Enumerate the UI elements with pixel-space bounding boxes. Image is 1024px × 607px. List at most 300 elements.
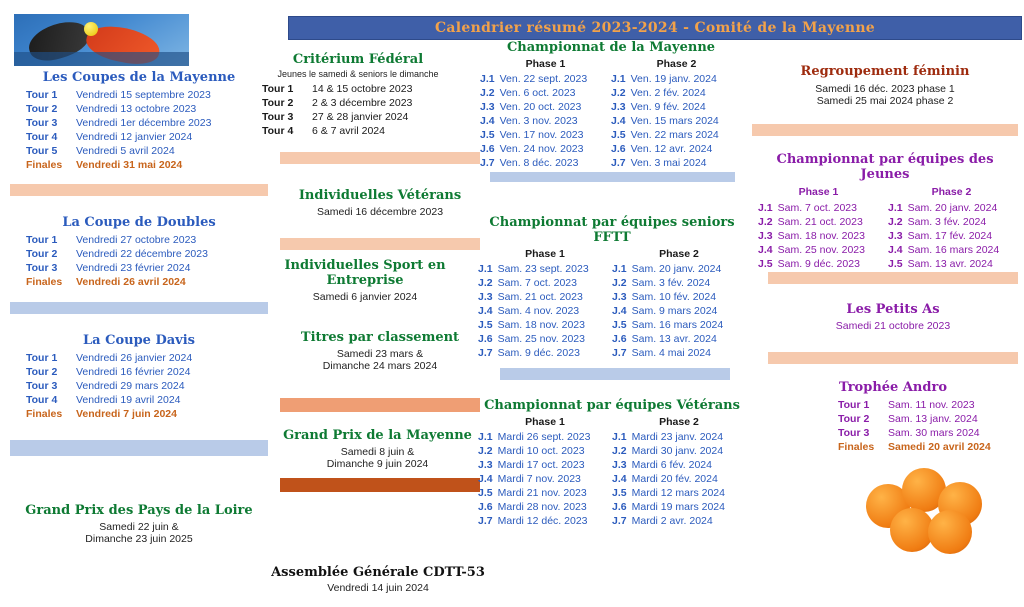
row-value: Sam. 4 nov. 2023 bbox=[497, 305, 580, 317]
row-value: Sam. 7 oct. 2023 bbox=[777, 202, 857, 214]
coupes-rows bbox=[10, 88, 268, 172]
row-label: J.1 bbox=[478, 263, 493, 275]
list-item bbox=[612, 458, 746, 472]
entreprise-date: Samedi 6 janvier 2024 bbox=[312, 291, 418, 303]
phase2-list bbox=[612, 262, 746, 360]
row-label: Finales bbox=[26, 159, 63, 171]
row-label: Tour 4 bbox=[26, 394, 58, 406]
row-label: J.4 bbox=[612, 305, 627, 317]
row-value: Sam. 21 oct. 2023 bbox=[497, 291, 583, 303]
row-label: Tour 5 bbox=[26, 145, 58, 157]
row-value: 27 & 28 janvier 2024 bbox=[312, 111, 409, 123]
row-value: Sam. 25 nov. 2023 bbox=[497, 333, 585, 345]
row-label: J.5 bbox=[612, 319, 627, 331]
row-label: J.2 bbox=[480, 87, 495, 99]
row-value: Ven. 22 sept. 2023 bbox=[499, 73, 588, 85]
ag-title: Assemblée Générale CDTT-53 bbox=[271, 565, 485, 580]
list-item bbox=[758, 215, 888, 229]
row-label: Tour 1 bbox=[838, 399, 870, 411]
row-value: Vendredi 7 juin 2024 bbox=[76, 408, 177, 420]
row-label: J.3 bbox=[611, 101, 626, 113]
row-label: J.2 bbox=[612, 445, 627, 457]
row-value: Sam. 13 avr. 2024 bbox=[907, 258, 993, 270]
list-item bbox=[888, 257, 1018, 271]
list-item bbox=[10, 102, 268, 116]
table-tennis-photo bbox=[14, 14, 189, 66]
list-item bbox=[612, 290, 746, 304]
section-championnat-jeunes bbox=[752, 152, 1018, 271]
section-petits-as bbox=[768, 302, 1018, 332]
row-label: J.3 bbox=[612, 459, 627, 471]
row-label: J.7 bbox=[478, 515, 493, 527]
phase2-header: Phase 2 bbox=[931, 186, 972, 198]
phase1-list bbox=[478, 430, 612, 528]
row-value: Mardi 23 janv. 2024 bbox=[631, 431, 724, 443]
list-item bbox=[262, 124, 468, 138]
regroupement-line2: Samedi 25 mai 2024 phase 2 bbox=[816, 95, 954, 107]
gp-pdl-line2: Dimanche 23 juin 2025 bbox=[85, 533, 193, 545]
list-item bbox=[478, 472, 612, 486]
row-label: J.2 bbox=[478, 277, 493, 289]
petits-as-title: Les Petits As bbox=[846, 302, 940, 317]
row-value: Vendredi 23 février 2024 bbox=[76, 262, 191, 274]
section-gp-mayenne bbox=[265, 428, 490, 470]
list-item bbox=[10, 247, 268, 261]
row-label: J.7 bbox=[480, 157, 495, 169]
row-value: Mardi 2 avr. 2024 bbox=[631, 515, 713, 527]
list-item bbox=[478, 304, 612, 318]
list-item bbox=[10, 379, 268, 393]
list-item bbox=[758, 229, 888, 243]
section-criterium-federal bbox=[248, 52, 468, 138]
row-label: J.2 bbox=[612, 277, 627, 289]
divider-blue bbox=[10, 302, 268, 314]
list-item bbox=[611, 128, 742, 142]
list-item bbox=[612, 500, 746, 514]
row-value: Mardi 19 mars 2024 bbox=[631, 501, 725, 513]
row-value: Sam. 7 oct. 2023 bbox=[497, 277, 577, 289]
row-value: Vendredi 16 février 2024 bbox=[76, 366, 191, 378]
champ-mayenne-title: Championnat de la Mayenne bbox=[506, 40, 716, 55]
list-item bbox=[611, 86, 742, 100]
section-trophee-andro bbox=[768, 380, 1018, 454]
row-label: J.3 bbox=[758, 230, 773, 242]
list-item bbox=[612, 472, 746, 486]
row-label: J.3 bbox=[612, 291, 627, 303]
row-label: J.5 bbox=[888, 258, 903, 270]
phase2-header: Phase 2 bbox=[656, 58, 697, 70]
row-value: Ven. 17 nov. 2023 bbox=[499, 129, 584, 141]
list-item bbox=[480, 86, 611, 100]
list-item bbox=[480, 156, 611, 170]
veterans-title: Individuelles Vétérans bbox=[298, 188, 462, 203]
divider-blue-2 bbox=[10, 440, 268, 456]
row-label: Finales bbox=[26, 276, 63, 288]
section-championnat-veterans bbox=[478, 398, 746, 528]
row-label: J.7 bbox=[611, 157, 626, 169]
row-label: J.4 bbox=[612, 473, 627, 485]
list-item bbox=[10, 144, 268, 158]
list-item bbox=[10, 393, 268, 407]
regroupement-line1: Samedi 16 déc. 2023 phase 1 bbox=[815, 83, 955, 95]
section-titres-classement bbox=[280, 330, 480, 372]
row-label: J.3 bbox=[888, 230, 903, 242]
coupes-title: Les Coupes de la Mayenne bbox=[42, 70, 236, 85]
gp-pdl-line1: Samedi 22 juin & bbox=[99, 521, 179, 533]
list-item bbox=[478, 514, 612, 528]
divider-peach-mid-2 bbox=[280, 238, 480, 250]
row-label: Tour 2 bbox=[262, 97, 294, 109]
row-label: J.1 bbox=[478, 431, 493, 443]
divider-blue-rm bbox=[490, 172, 735, 182]
row-value: Sam. 18 nov. 2023 bbox=[777, 230, 865, 242]
row-value: Vendredi 26 avril 2024 bbox=[76, 276, 186, 288]
row-label: Tour 3 bbox=[26, 117, 58, 129]
row-label: J.2 bbox=[478, 445, 493, 457]
list-item bbox=[10, 275, 268, 289]
row-value: Sam. 21 oct. 2023 bbox=[777, 216, 863, 228]
section-individuelles-veterans bbox=[280, 188, 480, 218]
row-label: J.1 bbox=[480, 73, 495, 85]
row-value: Sam. 20 janv. 2024 bbox=[631, 263, 722, 275]
list-item bbox=[262, 96, 468, 110]
row-value: Ven. 3 nov. 2023 bbox=[499, 115, 578, 127]
list-item bbox=[10, 158, 268, 172]
row-value: Ven. 3 mai 2024 bbox=[630, 157, 707, 169]
section-sport-entreprise bbox=[250, 258, 480, 303]
divider-darkorange-mid bbox=[280, 478, 480, 492]
row-label: J.4 bbox=[478, 305, 493, 317]
list-item bbox=[838, 412, 1018, 426]
titres-line2: Dimanche 24 mars 2024 bbox=[322, 360, 438, 372]
row-value: Sam. 30 mars 2024 bbox=[888, 427, 980, 439]
champ-veterans-title: Championnat par équipes Vétérans bbox=[484, 398, 740, 413]
row-value: Vendredi 29 mars 2024 bbox=[76, 380, 185, 392]
row-value: Mardi 20 fév. 2024 bbox=[631, 473, 718, 485]
list-item bbox=[478, 458, 612, 472]
list-item bbox=[478, 486, 612, 500]
row-label: Tour 2 bbox=[26, 248, 58, 260]
phase2-list bbox=[611, 72, 742, 170]
row-label: Tour 2 bbox=[838, 413, 870, 425]
row-value: Sam. 3 fév. 2024 bbox=[631, 277, 711, 289]
row-value: Ven. 9 fév. 2024 bbox=[630, 101, 706, 113]
list-item bbox=[10, 233, 268, 247]
row-label: J.3 bbox=[478, 291, 493, 303]
row-label: J.5 bbox=[478, 487, 493, 499]
row-label: J.7 bbox=[612, 347, 627, 359]
jeunes-title: Championnat par équipes des Jeunes bbox=[776, 152, 994, 182]
phase2-header: Phase 2 bbox=[659, 248, 699, 260]
list-item bbox=[612, 514, 746, 528]
divider-peach-mid bbox=[280, 152, 480, 164]
list-item bbox=[10, 407, 268, 421]
row-label: J.1 bbox=[612, 263, 627, 275]
section-regroupement-feminin bbox=[752, 64, 1018, 107]
list-item bbox=[10, 351, 268, 365]
row-value: Samedi 20 avril 2024 bbox=[888, 441, 991, 453]
row-label: J.5 bbox=[612, 487, 627, 499]
section-championnat-mayenne bbox=[480, 40, 742, 170]
list-item bbox=[611, 100, 742, 114]
gp-pdl-title: Grand Prix des Pays de la Loire bbox=[25, 503, 253, 518]
row-value: Sam. 13 janv. 2024 bbox=[888, 413, 978, 425]
list-item bbox=[758, 257, 888, 271]
section-coupe-davis bbox=[10, 333, 268, 421]
row-label: J.6 bbox=[478, 501, 493, 513]
row-label: J.6 bbox=[478, 333, 493, 345]
row-label: J.3 bbox=[478, 459, 493, 471]
list-item bbox=[838, 440, 1018, 454]
row-label: Tour 2 bbox=[26, 103, 58, 115]
row-label: Tour 3 bbox=[262, 111, 294, 123]
list-item bbox=[10, 88, 268, 102]
list-item bbox=[612, 318, 746, 332]
list-item bbox=[888, 201, 1018, 215]
list-item bbox=[758, 201, 888, 215]
list-item bbox=[838, 398, 1018, 412]
divider-orange-mid bbox=[280, 398, 480, 412]
list-item bbox=[10, 130, 268, 144]
row-value: Sam. 11 nov. 2023 bbox=[888, 399, 975, 411]
row-label: J.6 bbox=[612, 501, 627, 513]
row-value: Sam. 16 mars 2024 bbox=[907, 244, 1000, 256]
titres-title: Titres par classement bbox=[300, 330, 460, 345]
criterium-subtitle: Jeunes le samedi & seniors le dimanche bbox=[277, 69, 439, 79]
orange-balls-photo bbox=[862, 466, 1002, 546]
row-value: Ven. 8 déc. 2023 bbox=[499, 157, 579, 169]
row-value: Vendredi 26 janvier 2024 bbox=[76, 352, 193, 364]
divider-peach bbox=[10, 184, 268, 196]
row-label: J.6 bbox=[611, 143, 626, 155]
phase1-header: Phase 1 bbox=[525, 248, 565, 260]
row-value: Vendredi 22 décembre 2023 bbox=[76, 248, 208, 260]
list-item bbox=[612, 346, 746, 360]
row-value: Mardi 21 nov. 2023 bbox=[497, 487, 587, 499]
row-value: Sam. 9 déc. 2023 bbox=[497, 347, 580, 359]
list-item bbox=[478, 332, 612, 346]
list-item bbox=[612, 276, 746, 290]
list-item bbox=[612, 444, 746, 458]
section-assemblee-generale bbox=[228, 565, 528, 594]
row-label: Tour 2 bbox=[26, 366, 58, 378]
row-value: Sam. 4 mai 2024 bbox=[631, 347, 711, 359]
doubles-title: La Coupe de Doubles bbox=[62, 215, 216, 230]
row-value: 2 & 3 décembre 2023 bbox=[312, 97, 413, 109]
list-item bbox=[480, 128, 611, 142]
row-label: J.2 bbox=[611, 87, 626, 99]
davis-title: La Coupe Davis bbox=[83, 333, 195, 348]
row-value: Vendredi 27 octobre 2023 bbox=[76, 234, 197, 246]
row-value: Sam. 10 fév. 2024 bbox=[631, 291, 717, 303]
row-value: Ven. 24 nov. 2023 bbox=[499, 143, 584, 155]
row-value: Sam. 13 avr. 2024 bbox=[631, 333, 717, 345]
row-label: Tour 4 bbox=[26, 131, 58, 143]
titres-line1: Samedi 23 mars & bbox=[336, 348, 424, 360]
list-item bbox=[262, 82, 468, 96]
row-label: J.1 bbox=[758, 202, 773, 214]
ag-date: Vendredi 14 juin 2024 bbox=[327, 582, 429, 594]
list-item bbox=[480, 100, 611, 114]
row-label: Tour 3 bbox=[838, 427, 870, 439]
row-label: J.5 bbox=[478, 319, 493, 331]
row-label: J.5 bbox=[758, 258, 773, 270]
gp-mayenne-line2: Dimanche 9 juin 2024 bbox=[326, 458, 429, 470]
row-value: Sam. 18 nov. 2023 bbox=[497, 319, 585, 331]
row-value: Sam. 23 sept. 2023 bbox=[497, 263, 589, 275]
list-item bbox=[888, 229, 1018, 243]
row-label: Tour 1 bbox=[26, 89, 58, 101]
row-value: Vendredi 5 avril 2024 bbox=[76, 145, 175, 157]
petits-as-date: Samedi 21 octobre 2023 bbox=[835, 320, 951, 332]
row-label: Finales bbox=[838, 441, 875, 453]
entreprise-title: Individuelles Sport en Entreprise bbox=[284, 258, 446, 288]
list-item bbox=[612, 486, 746, 500]
row-label: J.1 bbox=[888, 202, 903, 214]
phase2-list bbox=[888, 201, 1018, 271]
row-value: Ven. 22 mars 2024 bbox=[630, 129, 719, 141]
page-title: Calendrier résumé 2023-2024 - Comité de la Mayenne bbox=[434, 20, 876, 36]
row-value: Sam. 17 fév. 2024 bbox=[907, 230, 993, 242]
phase1-list bbox=[480, 72, 611, 170]
list-item bbox=[612, 430, 746, 444]
list-item bbox=[478, 430, 612, 444]
row-label: J.5 bbox=[480, 129, 495, 141]
row-value: Sam. 9 déc. 2023 bbox=[777, 258, 860, 270]
row-label: J.4 bbox=[480, 115, 495, 127]
row-value: Sam. 9 mars 2024 bbox=[631, 305, 718, 317]
row-label: J.2 bbox=[888, 216, 903, 228]
row-value: 6 & 7 avril 2024 bbox=[312, 125, 385, 137]
row-label: J.1 bbox=[612, 431, 627, 443]
row-value: Ven. 15 mars 2024 bbox=[630, 115, 719, 127]
list-item bbox=[478, 318, 612, 332]
list-item bbox=[480, 72, 611, 86]
row-value: Ven. 6 oct. 2023 bbox=[499, 87, 576, 99]
criterium-title: Critérium Fédéral bbox=[292, 52, 424, 67]
row-value: Sam. 20 janv. 2024 bbox=[907, 202, 998, 214]
divider-peach-right-2 bbox=[768, 272, 1018, 284]
row-value: Mardi 12 mars 2024 bbox=[631, 487, 725, 499]
list-item bbox=[758, 243, 888, 257]
phase1-list bbox=[478, 262, 612, 360]
list-item bbox=[480, 142, 611, 156]
row-value: Vendredi 13 octobre 2023 bbox=[76, 103, 197, 115]
page-title-banner bbox=[288, 16, 1022, 40]
row-label: Tour 1 bbox=[262, 83, 294, 95]
row-label: Finales bbox=[26, 408, 63, 420]
list-item bbox=[612, 304, 746, 318]
list-item bbox=[478, 290, 612, 304]
regroupement-title: Regroupement féminin bbox=[800, 64, 970, 79]
phase2-header: Phase 2 bbox=[659, 416, 699, 428]
row-value: Vendredi 1er décembre 2023 bbox=[76, 117, 212, 129]
row-value: Mardi 28 nov. 2023 bbox=[497, 501, 587, 513]
row-label: J.6 bbox=[612, 333, 627, 345]
row-value: Sam. 3 fév. 2024 bbox=[907, 216, 987, 228]
list-item bbox=[612, 332, 746, 346]
list-item bbox=[611, 142, 742, 156]
row-value: Mardi 10 oct. 2023 bbox=[497, 445, 585, 457]
list-item bbox=[10, 261, 268, 275]
row-value: Mardi 30 janv. 2024 bbox=[631, 445, 724, 457]
divider-peach-right bbox=[752, 124, 1018, 136]
list-item bbox=[478, 346, 612, 360]
list-item bbox=[10, 116, 268, 130]
list-item bbox=[611, 114, 742, 128]
divider-peach-right-3 bbox=[768, 352, 1018, 364]
gp-mayenne-line1: Samedi 8 juin & bbox=[340, 446, 415, 458]
row-label: Tour 1 bbox=[26, 352, 58, 364]
row-value: 14 & 15 octobre 2023 bbox=[312, 83, 413, 95]
row-label: Tour 3 bbox=[26, 262, 58, 274]
row-value: Vendredi 12 janvier 2024 bbox=[76, 131, 193, 143]
row-value: Vendredi 15 septembre 2023 bbox=[76, 89, 211, 101]
row-label: J.7 bbox=[478, 347, 493, 359]
row-label: J.6 bbox=[480, 143, 495, 155]
row-label: J.4 bbox=[478, 473, 493, 485]
row-label: J.5 bbox=[611, 129, 626, 141]
row-label: Tour 1 bbox=[26, 234, 58, 246]
section-coupe-doubles bbox=[10, 215, 268, 289]
row-value: Sam. 16 mars 2024 bbox=[631, 319, 724, 331]
section-coupes-mayenne bbox=[10, 70, 268, 172]
trophee-title: Trophée Andro bbox=[838, 380, 947, 395]
row-value: Vendredi 19 avril 2024 bbox=[76, 394, 181, 406]
row-label: J.3 bbox=[480, 101, 495, 113]
list-item bbox=[480, 114, 611, 128]
row-value: Ven. 2 fév. 2024 bbox=[630, 87, 706, 99]
champ-seniors-title: Championnat par équipes seniors FFTT bbox=[489, 215, 735, 245]
list-item bbox=[838, 426, 1018, 440]
list-item bbox=[478, 262, 612, 276]
phase2-list bbox=[612, 430, 746, 528]
list-item bbox=[888, 215, 1018, 229]
veterans-date: Samedi 16 décembre 2023 bbox=[316, 206, 444, 218]
row-value: Mardi 17 oct. 2023 bbox=[497, 459, 585, 471]
phase1-list bbox=[752, 201, 888, 271]
list-item bbox=[478, 500, 612, 514]
gp-mayenne-title: Grand Prix de la Mayenne bbox=[283, 428, 472, 443]
phase1-header: Phase 1 bbox=[798, 186, 839, 198]
list-item bbox=[888, 243, 1018, 257]
row-label: J.4 bbox=[611, 115, 626, 127]
list-item bbox=[478, 444, 612, 458]
row-label: J.1 bbox=[611, 73, 626, 85]
row-label: Tour 3 bbox=[26, 380, 58, 392]
row-value: Mardi 6 fév. 2024 bbox=[631, 459, 712, 471]
row-label: J.4 bbox=[888, 244, 903, 256]
list-item bbox=[612, 262, 746, 276]
list-item bbox=[10, 365, 268, 379]
list-item bbox=[611, 72, 742, 86]
row-value: Sam. 25 nov. 2023 bbox=[777, 244, 865, 256]
divider-blue-rm-2 bbox=[500, 368, 730, 380]
list-item bbox=[262, 110, 468, 124]
phase1-header: Phase 1 bbox=[525, 58, 566, 70]
row-value: Mardi 12 déc. 2023 bbox=[497, 515, 588, 527]
row-value: Vendredi 31 mai 2024 bbox=[76, 159, 183, 171]
phase1-header: Phase 1 bbox=[525, 416, 565, 428]
list-item bbox=[478, 276, 612, 290]
section-gp-pays-loire bbox=[10, 503, 268, 545]
row-value: Ven. 20 oct. 2023 bbox=[499, 101, 582, 113]
row-label: J.2 bbox=[758, 216, 773, 228]
row-value: Ven. 19 janv. 2024 bbox=[630, 73, 717, 85]
row-label: J.7 bbox=[612, 515, 627, 527]
section-championnat-seniors bbox=[478, 215, 746, 360]
row-label: J.4 bbox=[758, 244, 773, 256]
